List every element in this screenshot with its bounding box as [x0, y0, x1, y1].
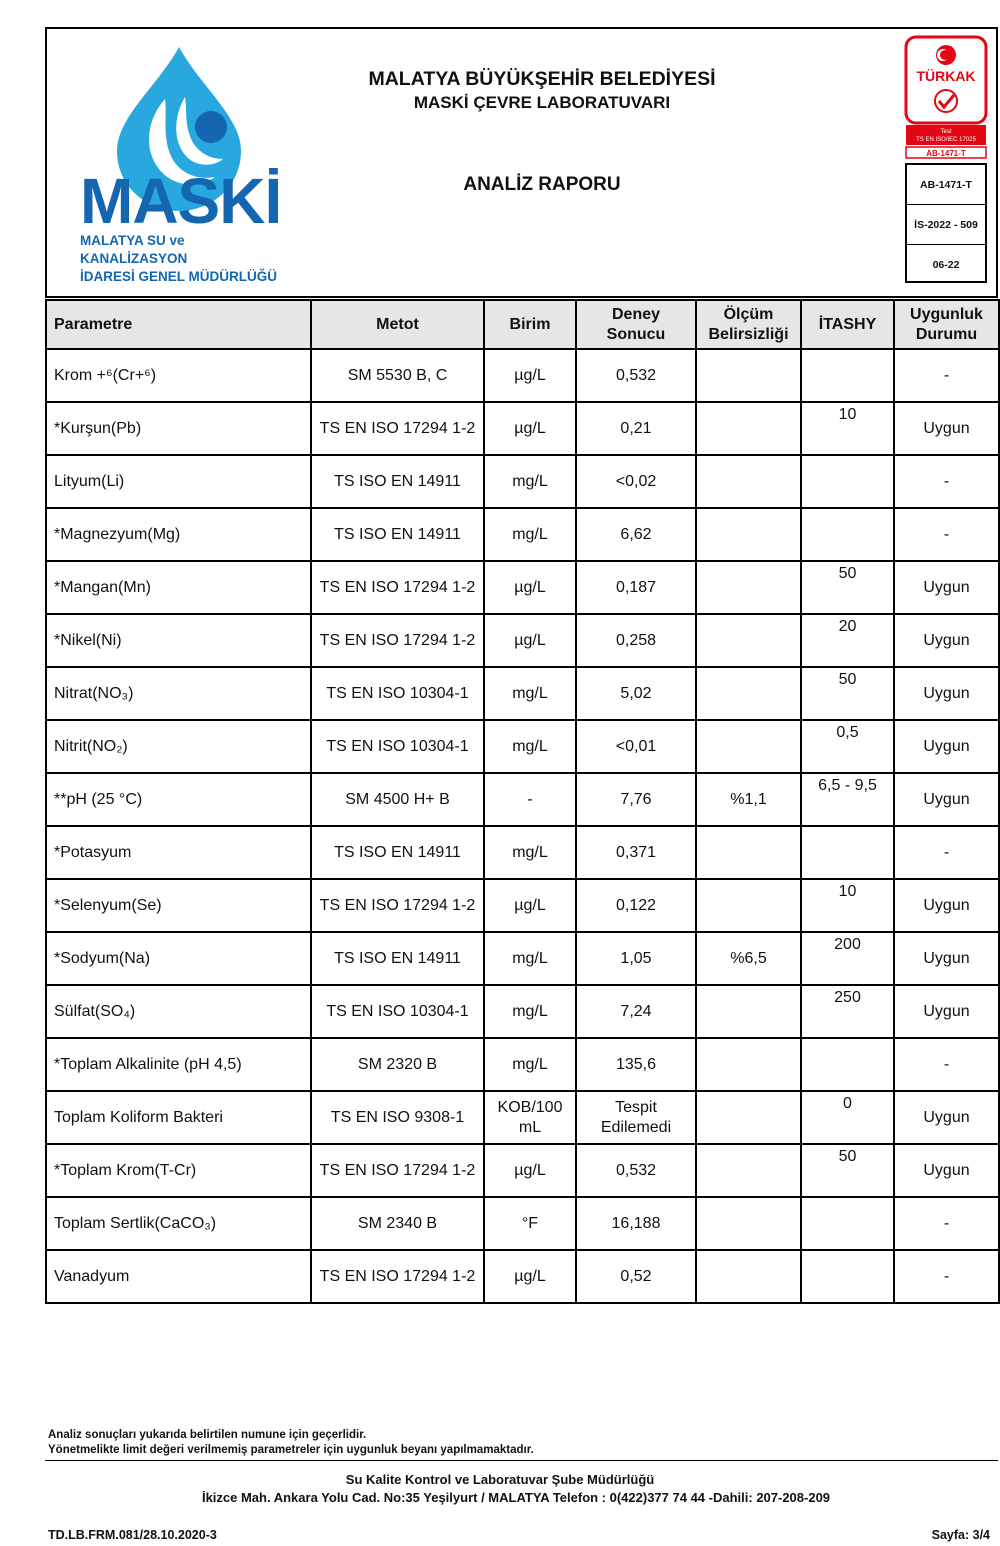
cell-parametre: Sülfat(SO₄)	[46, 985, 311, 1038]
footer-address: İkizce Mah. Ankara Yolu Cad. No:35 Yeşilyurt / MALATYA Telefon : 0(422)377 74 44 -Dahili: 207-208-209	[201, 1490, 831, 1505]
cell-itashy	[801, 1197, 894, 1250]
cell-uygunluk-durumu: Uygun	[894, 720, 999, 773]
logo-subtitle-line-1: MALATYA SU ve KANALİZASYON	[80, 233, 188, 266]
column-header-olcum-belirsizligi: Ölçüm Belirsizliği	[696, 300, 801, 349]
cell-olcum-belirsizligi	[696, 985, 801, 1038]
table-row	[46, 508, 999, 561]
column-header-itashy: İTASHY	[801, 300, 894, 349]
cell-itashy: 6,5 - 9,5	[801, 773, 894, 826]
turkak-test-label: Test	[940, 129, 952, 135]
cell-uygunluk-durumu: -	[894, 826, 999, 879]
cell-parametre: *Magnezyum(Mg)	[46, 508, 311, 561]
table-row	[46, 985, 999, 1038]
page-number: Sayfa: 3/4	[931, 1528, 990, 1542]
document-code-box	[905, 163, 987, 283]
cell-metot: SM 2320 B	[311, 1038, 484, 1091]
cell-deney-sonucu: 135,6	[576, 1038, 696, 1091]
cell-itashy	[801, 1038, 894, 1091]
cell-birim: mg/L	[484, 455, 576, 508]
report-number: İS-2022 - 509	[907, 205, 985, 245]
cell-birim: mg/L	[484, 985, 576, 1038]
table-row	[46, 720, 999, 773]
cell-itashy	[801, 455, 894, 508]
cell-metot: TS EN ISO 17294 1-2	[311, 879, 484, 932]
table-row	[46, 1250, 999, 1303]
logo-wordmark: MASKİ	[80, 165, 282, 237]
cell-birim: mg/L	[484, 932, 576, 985]
cell-olcum-belirsizligi	[696, 614, 801, 667]
cell-metot: TS ISO EN 14911	[311, 508, 484, 561]
cell-birim: µg/L	[484, 561, 576, 614]
cell-birim: mg/L	[484, 720, 576, 773]
cell-uygunluk-durumu: Uygun	[894, 614, 999, 667]
cell-itashy: 250	[801, 985, 894, 1038]
cell-metot: SM 4500 H+ B	[311, 773, 484, 826]
cell-metot: SM 2340 B	[311, 1197, 484, 1250]
turkak-name: TÜRKAK	[916, 68, 976, 84]
cell-itashy: 50	[801, 561, 894, 614]
cell-itashy	[801, 508, 894, 561]
cell-itashy: 0,5	[801, 720, 894, 773]
cell-parametre: Toplam Koliform Bakteri	[46, 1091, 311, 1144]
table-row	[46, 932, 999, 985]
note-line-2: Yönetmelikte limit değeri verilmemiş parametreler için uygunluk beyanı yapılmamaktadır.	[48, 1444, 534, 1456]
report-notes	[48, 1428, 534, 1458]
cell-itashy	[801, 826, 894, 879]
cell-olcum-belirsizligi	[696, 455, 801, 508]
cell-uygunluk-durumu: -	[894, 349, 999, 402]
table-row	[46, 667, 999, 720]
cell-olcum-belirsizligi	[696, 561, 801, 614]
table-row	[46, 455, 999, 508]
cell-olcum-belirsizligi	[696, 720, 801, 773]
cell-itashy: 20	[801, 614, 894, 667]
turkak-standard: TS EN ISO/IEC 17025	[916, 137, 976, 143]
cell-uygunluk-durumu: -	[894, 455, 999, 508]
cell-birim: KOB/100 mL	[484, 1091, 576, 1144]
cell-parametre: *Selenyum(Se)	[46, 879, 311, 932]
cell-uygunluk-durumu: Uygun	[894, 1144, 999, 1197]
cell-uygunluk-durumu: -	[894, 1250, 999, 1303]
accreditation-code: AB-1471-T	[907, 165, 985, 205]
cell-olcum-belirsizligi	[696, 1091, 801, 1144]
cell-uygunluk-durumu: -	[894, 1197, 999, 1250]
cell-birim: µg/L	[484, 1250, 576, 1303]
cell-olcum-belirsizligi: %1,1	[696, 773, 801, 826]
cell-deney-sonucu: 5,02	[576, 667, 696, 720]
cell-olcum-belirsizligi	[696, 879, 801, 932]
cell-olcum-belirsizligi	[696, 349, 801, 402]
organization-title: MALATYA BÜYÜKŞEHİR BELEDİYESİ	[368, 68, 716, 90]
cell-deney-sonucu: 0,532	[576, 1144, 696, 1197]
cell-parametre: Nitrat(NO₃)	[46, 667, 311, 720]
cell-metot: TS EN ISO 17294 1-2	[311, 614, 484, 667]
cell-birim: °F	[484, 1197, 576, 1250]
cell-uygunluk-durumu: Uygun	[894, 932, 999, 985]
cell-uygunluk-durumu: Uygun	[894, 561, 999, 614]
cell-itashy: 200	[801, 932, 894, 985]
cell-itashy	[801, 1250, 894, 1303]
column-header-birim: Birim	[484, 300, 576, 349]
cell-birim: mg/L	[484, 1038, 576, 1091]
cell-uygunluk-durumu: Uygun	[894, 985, 999, 1038]
cell-metot: TS EN ISO 17294 1-2	[311, 561, 484, 614]
logo-subtitle	[80, 232, 290, 286]
cell-uygunluk-durumu: -	[894, 1038, 999, 1091]
cell-itashy: 10	[801, 879, 894, 932]
cell-olcum-belirsizligi	[696, 1038, 801, 1091]
cell-birim: µg/L	[484, 614, 576, 667]
laboratory-name: MASKİ ÇEVRE LABORATUVARI	[413, 93, 671, 112]
table-row	[46, 1197, 999, 1250]
column-header-metot: Metot	[311, 300, 484, 349]
cell-parametre: *Kurşun(Pb)	[46, 402, 311, 455]
cell-metot: TS ISO EN 14911	[311, 455, 484, 508]
cell-deney-sonucu: Tespit Edilemedi	[576, 1091, 696, 1144]
cell-deney-sonucu: 0,258	[576, 614, 696, 667]
column-header-deney-sonucu: Deney Sonucu	[576, 300, 696, 349]
cell-metot: TS ISO EN 14911	[311, 932, 484, 985]
cell-parametre: Lityum(Li)	[46, 455, 311, 508]
column-header-parametre: Parametre	[46, 300, 311, 349]
cell-parametre: *Toplam Alkalinite (pH 4,5)	[46, 1038, 311, 1091]
table-row	[46, 1038, 999, 1091]
cell-uygunluk-durumu: Uygun	[894, 879, 999, 932]
cell-uygunluk-durumu: Uygun	[894, 667, 999, 720]
table-row	[46, 1144, 999, 1197]
cell-itashy: 50	[801, 667, 894, 720]
table-body	[46, 349, 999, 1303]
cell-olcum-belirsizligi	[696, 508, 801, 561]
turkak-accreditation-badge-icon	[904, 35, 988, 159]
cell-deney-sonucu: 0,52	[576, 1250, 696, 1303]
report-header	[45, 27, 998, 298]
cell-deney-sonucu: 0,21	[576, 402, 696, 455]
footer-divider	[45, 1460, 998, 1461]
report-title: ANALİZ RAPORU	[463, 174, 621, 195]
cell-olcum-belirsizligi	[696, 402, 801, 455]
cell-deney-sonucu: <0,01	[576, 720, 696, 773]
cell-itashy: 10	[801, 402, 894, 455]
cell-parametre: Vanadyum	[46, 1250, 311, 1303]
cell-deney-sonucu: 1,05	[576, 932, 696, 985]
cell-deney-sonucu: <0,02	[576, 455, 696, 508]
cell-metot: TS ISO EN 14911	[311, 826, 484, 879]
cell-uygunluk-durumu: Uygun	[894, 1091, 999, 1144]
cell-metot: TS EN ISO 9308-1	[311, 1091, 484, 1144]
table-row	[46, 614, 999, 667]
table-header-row	[46, 300, 999, 349]
form-code: TD.LB.FRM.081/28.10.2020-3	[48, 1528, 217, 1542]
column-header-uygunluk-durumu: Uygunluk Durumu	[894, 300, 999, 349]
cell-deney-sonucu: 16,188	[576, 1197, 696, 1250]
cell-metot: TS EN ISO 17294 1-2	[311, 1250, 484, 1303]
cell-parametre: *Sodyum(Na)	[46, 932, 311, 985]
table-row	[46, 561, 999, 614]
cell-deney-sonucu: 7,24	[576, 985, 696, 1038]
cell-deney-sonucu: 0,371	[576, 826, 696, 879]
cell-birim: mg/L	[484, 667, 576, 720]
cell-itashy: 0	[801, 1091, 894, 1144]
turkak-code: AB-1471-T	[926, 149, 966, 158]
cell-itashy	[801, 349, 894, 402]
cell-itashy: 50	[801, 1144, 894, 1197]
table-row	[46, 879, 999, 932]
cell-deney-sonucu: 0,187	[576, 561, 696, 614]
cell-olcum-belirsizligi: %6,5	[696, 932, 801, 985]
cell-olcum-belirsizligi	[696, 667, 801, 720]
cell-birim: µg/L	[484, 879, 576, 932]
note-line-1: Analiz sonuçları yukarıda belirtilen numune için geçerlidir.	[48, 1429, 367, 1441]
cell-metot: TS EN ISO 10304-1	[311, 667, 484, 720]
cell-deney-sonucu: 7,76	[576, 773, 696, 826]
cell-metot: SM 5530 B, C	[311, 349, 484, 402]
table-row	[46, 773, 999, 826]
cell-parametre: *Potasyum	[46, 826, 311, 879]
cell-parametre: *Nikel(Ni)	[46, 614, 311, 667]
cell-parametre: **pH (25 °C)	[46, 773, 311, 826]
table-row	[46, 349, 999, 402]
table-row	[46, 1091, 999, 1144]
cell-birim: -	[484, 773, 576, 826]
cell-birim: µg/L	[484, 349, 576, 402]
cell-olcum-belirsizligi	[696, 1197, 801, 1250]
cell-birim: mg/L	[484, 508, 576, 561]
cell-birim: µg/L	[484, 402, 576, 455]
cell-birim: µg/L	[484, 1144, 576, 1197]
cell-deney-sonucu: 6,62	[576, 508, 696, 561]
analysis-results-table	[45, 299, 1000, 1304]
cell-parametre: Krom +⁶(Cr+⁶)	[46, 349, 311, 402]
table-row	[46, 402, 999, 455]
report-period: 06-22	[932, 258, 960, 271]
cell-parametre: Toplam Sertlik(CaCO₃)	[46, 1197, 311, 1250]
cell-parametre: Nitrit(NO₂)	[46, 720, 311, 773]
cell-metot: TS EN ISO 17294 1-2	[311, 1144, 484, 1197]
footer-department: Su Kalite Kontrol ve Laboratuvar Şube Müdürlüğü	[345, 1472, 655, 1487]
cell-parametre: *Toplam Krom(T-Cr)	[46, 1144, 311, 1197]
cell-birim: mg/L	[484, 826, 576, 879]
cell-olcum-belirsizligi	[696, 1250, 801, 1303]
cell-olcum-belirsizligi	[696, 826, 801, 879]
cell-olcum-belirsizligi	[696, 1144, 801, 1197]
cell-metot: TS EN ISO 10304-1	[311, 985, 484, 1038]
cell-parametre: *Mangan(Mn)	[46, 561, 311, 614]
logo-subtitle-line-2: İDARESİ GENEL MÜDÜRLÜĞÜ	[80, 269, 278, 284]
cell-metot: TS EN ISO 10304-1	[311, 720, 484, 773]
table-row	[46, 826, 999, 879]
cell-uygunluk-durumu: Uygun	[894, 773, 999, 826]
cell-metot: TS EN ISO 17294 1-2	[311, 402, 484, 455]
cell-uygunluk-durumu: Uygun	[894, 402, 999, 455]
cell-deney-sonucu: 0,122	[576, 879, 696, 932]
cell-uygunluk-durumu: -	[894, 508, 999, 561]
cell-deney-sonucu: 0,532	[576, 349, 696, 402]
